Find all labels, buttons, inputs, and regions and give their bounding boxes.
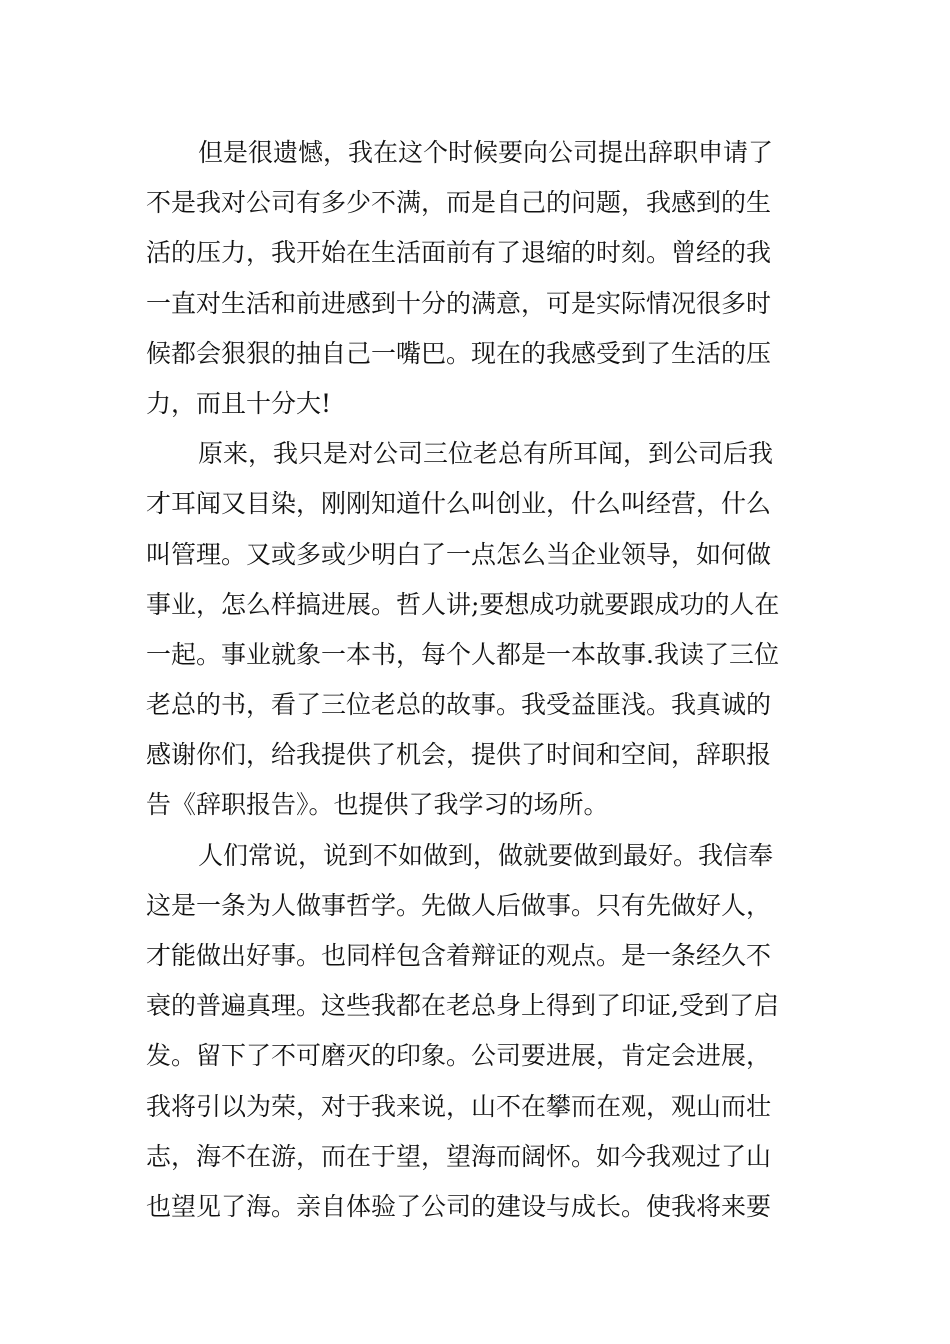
text-line: 候都会狠狠的抽自己一嘴巴。现在的我感受到了生活的压 [146,338,772,368]
text-line: 不是我对公司有多少不满，而是自己的问题，我感到的生 [146,188,772,218]
text-line: 我将引以为荣，对于我来说，山不在攀而在观，观山而壮 [146,1091,772,1121]
text-line: 一直对生活和前进感到十分的满意，可是实际情况很多时 [146,288,772,318]
text-line: 老总的书，看了三位老总的故事。我受益匪浅。我真诚的 [146,690,772,720]
text-line: 也望见了海。亲自体验了公司的建设与成长。使我将来要 [146,1191,772,1221]
text-line: 衰的普遍真理。这些我都在老总身上得到了印证,受到了启 [146,991,779,1021]
text-line: 人们常说，说到不如做到，做就要做到最好。我信奉 [198,840,774,870]
text-line: 一起。事业就象一本书，每个人都是一本故事.我读了三位 [146,639,779,669]
text-line: 感谢你们，给我提供了机会，提供了时间和空间，辞职报 [146,740,772,770]
text-line: 力，而且十分大! [146,388,332,418]
text-line: 志，海不在游，而在于望，望海而阔怀。如今我观过了山 [146,1141,772,1171]
text-line: 这是一条为人做事哲学。先做人后做事。只有先做好人， [146,890,772,920]
text-line: 叫管理。又或多或少明白了一点怎么当企业领导，如何做 [146,539,772,569]
text-line: 告《辞职报告》。也提供了我学习的场所。 [146,790,609,820]
text-line: 活的压力，我开始在生活面前有了退缩的时刻。曾经的我 [146,238,772,268]
text-line: 原来，我只是对公司三位老总有所耳闻，到公司后我 [198,439,774,469]
text-line: 事业，怎么样搞进展。哲人讲;要想成功就要跟成功的人在 [146,589,780,619]
text-line: 但是很遗憾，我在这个时候要向公司提出辞职申请了 [198,138,774,167]
document-body [146,128,808,1232]
text-line: 才耳闻又目染，刚刚知道什么叫创业，什么叫经营，什么 [146,489,772,519]
text-line: 才能做出好事。也同样包含着辩证的观点。是一条经久不 [146,941,772,970]
text-line: 发。留下了不可磨灭的印象。公司要进展，肯定会进展， [146,1041,772,1071]
